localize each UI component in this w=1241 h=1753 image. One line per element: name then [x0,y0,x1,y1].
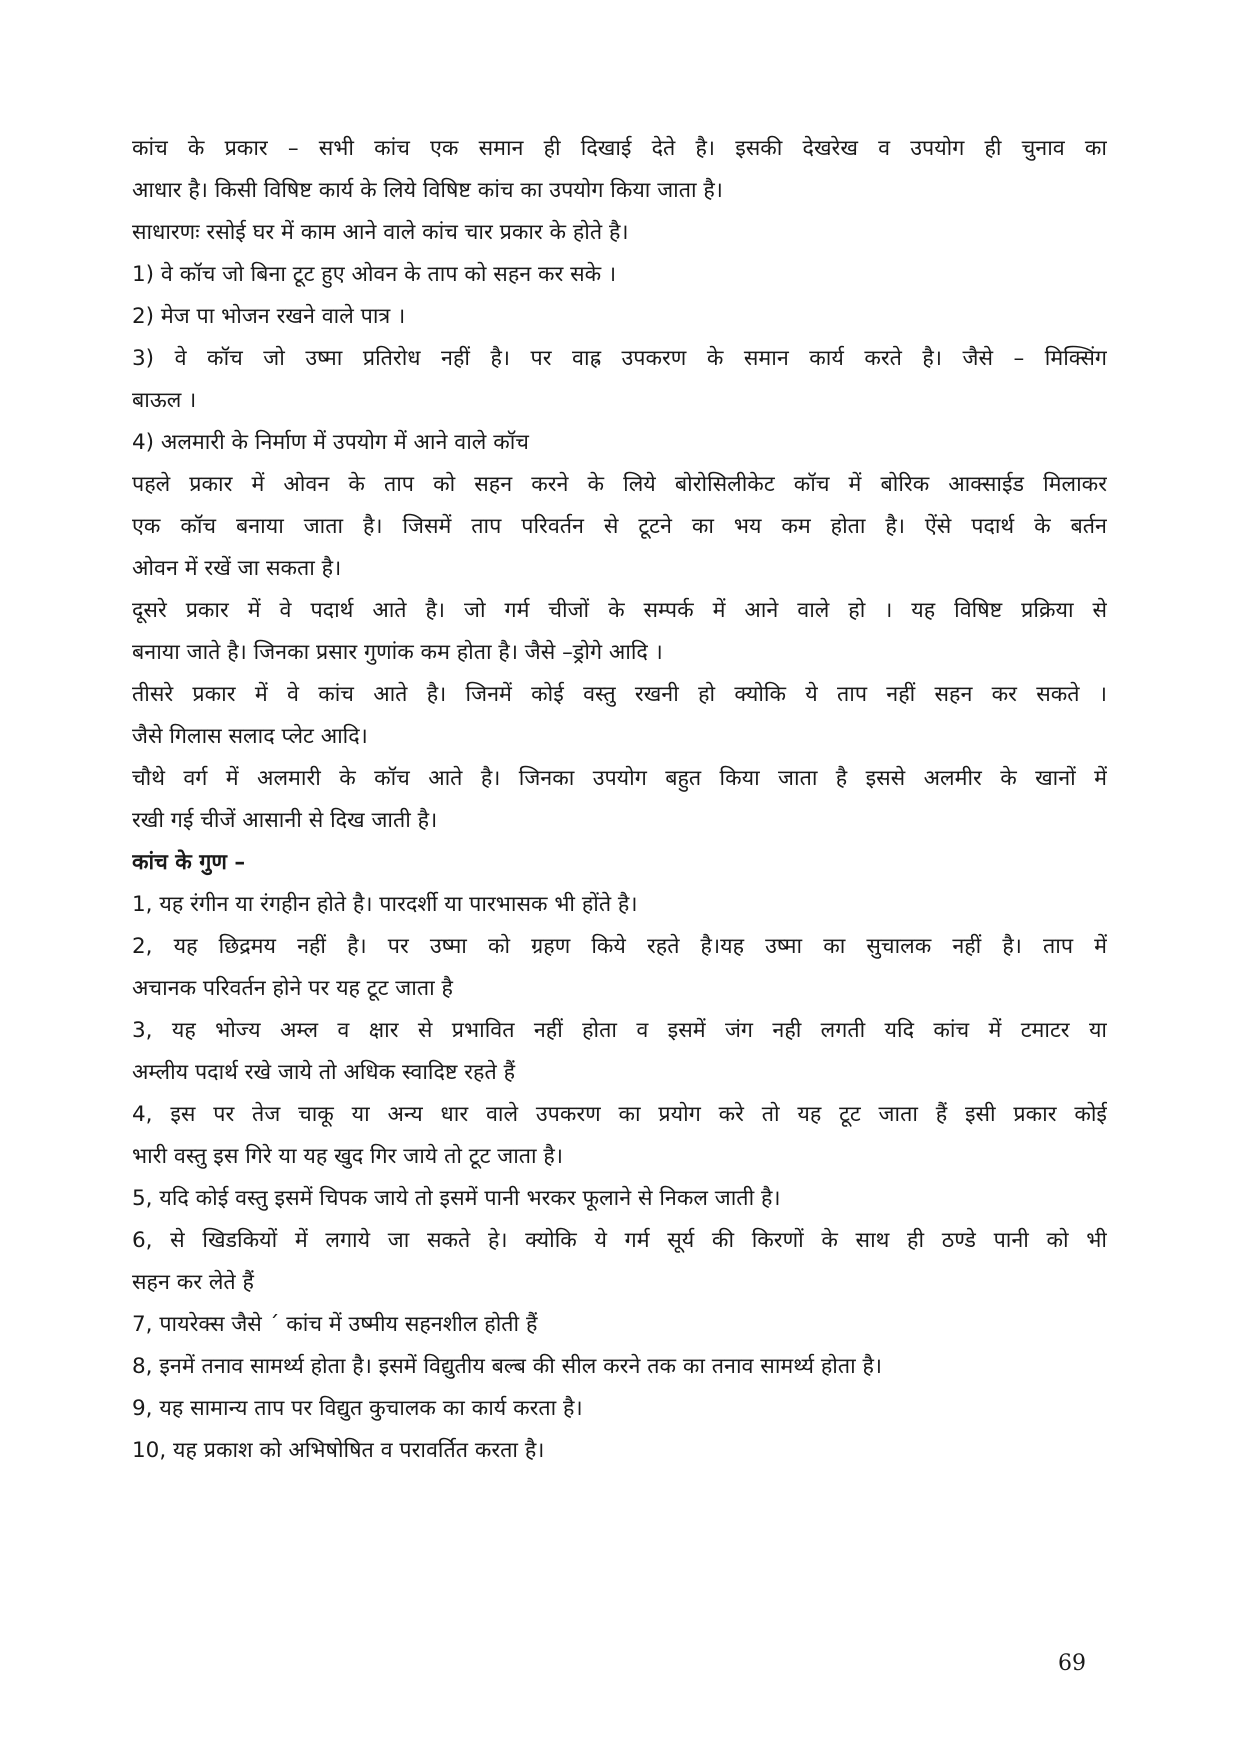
text-line: चौथे वर्ग में अलमारी के कॉच आते है। जिनका उपयोग बहुत किया जाता है इससे अलमीर के खानों में [132,766,1107,791]
text-line: भारी वस्तु इस गिरे या यह खुद गिर जाये तो टूट जाता है। [132,1144,563,1169]
text-line: सहन कर लेते हैं [132,1270,254,1295]
text-line: 3, यह भोज्य अम्ल व क्षार से प्रभावित नहीं होता व इसमें जंग नही लगती यदि कांच में टमाटर या [132,1018,1107,1043]
text-line: एक कॉच बनाया जाता है। जिसमें ताप परिवर्तन से टूटने का भय कम होता है। ऐंसे पदार्थ के बर्तन [132,514,1107,539]
text-line: 4) अलमारी के निर्माण में उपयोग में आने वाले कॉच [132,430,529,455]
text-line: साधारणः रसोई घर में काम आने वाले कांच चार प्रकार के होते है। [132,220,629,245]
text-line: कांच के प्रकार – सभी कांच एक समान ही दिखाई देते है। इसकी देखरेख व उपयोग ही चुनाव का [132,136,1107,161]
text-line: पहले प्रकार में ओवन के ताप को सहन करने के लिये बोरोसिलीकेट कॉच में बोरिक आक्साईड मिलाकर [132,472,1107,497]
section-heading: कांच के गुण – [132,850,246,875]
text-line: रखी गई चीजें आसानी से दिख जाती है। [132,808,438,833]
text-line: 10, यह प्रकाश को अभिषोषित व परावर्तित करता है। [132,1438,545,1463]
text-line: 1) वे कॉच जो बिना टूट हुए ओवन के ताप को सहन कर सके । [132,262,617,287]
text-line: बाऊल । [132,388,197,413]
text-line: तीसरे प्रकार में वे कांच आते है। जिनमें कोई वस्तु रखनी हो क्योकि ये ताप नहीं सहन कर सकते । [132,682,1107,707]
text-line: बनाया जाते है। जिनका प्रसार गुणांक कम होता है। जैसे –ड्रोगे आदि । [132,640,663,665]
text-line: 9, यह सामान्य ताप पर विद्युत कुचालक का कार्य करता है। [132,1396,583,1421]
text-line: 7, पायरेक्स जैसे ´ कांच में उष्मीय सहनशील होती हैं [132,1312,538,1337]
text-line: 8, इनमें तनाव सामर्थ्य होता है। इसमें विद्युतीय बल्ब की सील करने तक का तनाव सामर्थ्य होता है। [132,1354,883,1379]
text-line: 4, इस पर तेज चाकू या अन्य धार वाले उपकरण का प्रयोग करे तो यह टूट जाता हैं इसी प्रकार कोई [132,1102,1107,1127]
text-line: आधार है। किसी विषिष्ट कार्य के लिये विषिष्ट कांच का उपयोग किया जाता है। [132,178,723,203]
text-line: 2) मेज पा भोजन रखने वाले पात्र । [132,304,406,329]
text-line: 1, यह रंगीन या रंगहीन होते है। पारदर्शी या पारभासक भी होंते है। [132,892,638,917]
text-line: ओवन में रखें जा सकता है। [132,556,342,581]
page-number: 69 [1058,1651,1086,1676]
text-line: 6, से खिडकियों में लगाये जा सकते हे। क्योकि ये गर्म सूर्य की किरणों के साथ ही ठण्डे पानी को भी [132,1228,1107,1253]
text-line: अचानक परिवर्तन होने पर यह टूट जाता है [132,976,453,1001]
text-line: 2, यह छिद्रमय नहीं है। पर उष्मा को ग्रहण किये रहते है।यह उष्मा का सुचालक नहीं है। ताप में [132,934,1107,959]
text-line: दूसरे प्रकार में वे पदार्थ आते है। जो गर्म चीजों के सम्पर्क में आने वाले हो । यह विषिष्ट प्रक्रिया से [132,598,1107,623]
text-line: 5, यदि कोई वस्तु इसमें चिपक जाये तो इसमें पानी भरकर फूलाने से निकल जाती है। [132,1186,781,1211]
text-line: जैसे गिलास सलाद प्लेट आदि। [132,724,368,749]
document-body [132,128,1107,1472]
text-line: 3) वे कॉच जो उष्मा प्रतिरोध नहीं है। पर वाह्र उपकरण के समान कार्य करते है। जैसे – मिक्सिंग [132,346,1107,371]
text-line: अम्लीय पदार्थ रखे जाये तो अधिक स्वादिष्ट रहते हैं [132,1060,515,1085]
